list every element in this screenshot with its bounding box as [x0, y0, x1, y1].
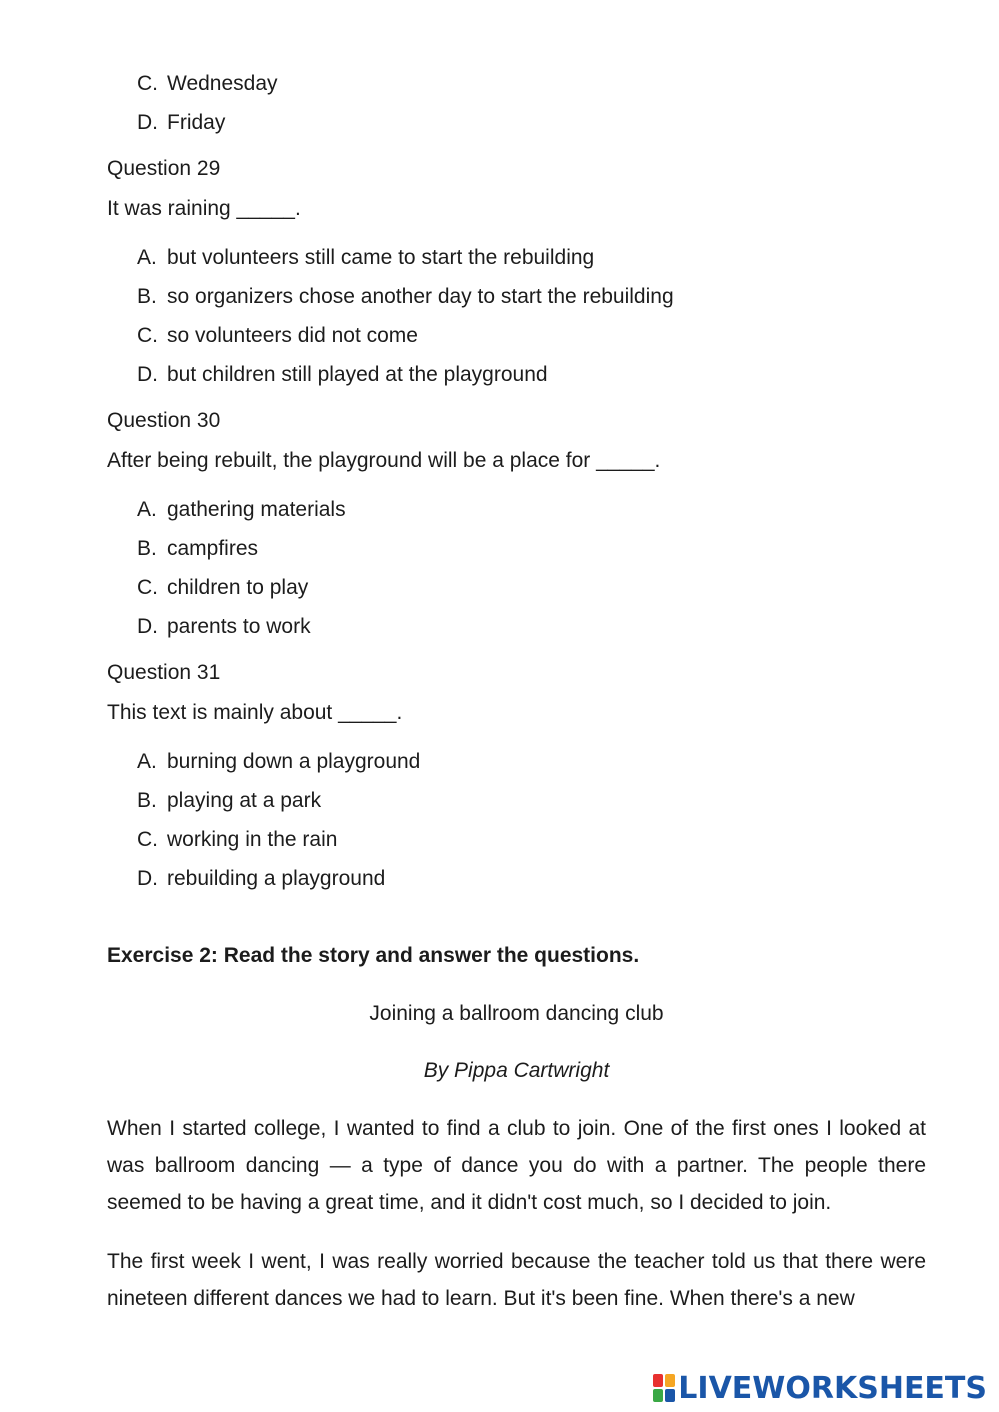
q29-option-d[interactable]: D. but children still played at the playground [137, 363, 548, 386]
q31-option-b[interactable]: B. playing at a park [137, 789, 322, 812]
q29-option-c[interactable]: C. so volunteers did not come [137, 324, 418, 347]
q28-option-d[interactable]: D. Friday [137, 111, 226, 134]
q30-option-c[interactable]: C. children to play [137, 576, 309, 599]
story-byline: By Pippa Cartwright [423, 1059, 610, 1082]
question-29-title: Question 29 [107, 157, 221, 180]
question-29-prompt: It was raining _____. [107, 197, 301, 220]
q30-option-b[interactable]: B. campfires [137, 537, 259, 560]
q29-option-a[interactable]: A. but volunteers still came to start the rebuilding [137, 246, 595, 269]
logo-square-red [653, 1374, 663, 1387]
q28-option-c[interactable]: C. Wednesday [137, 72, 278, 95]
q31-option-d[interactable]: D. rebuilding a playground [137, 867, 386, 890]
logo-text: LIVEWORKSHEETS [678, 1370, 987, 1406]
q30-option-a[interactable]: A. gathering materials [137, 498, 346, 521]
logo-square-blue [665, 1389, 675, 1402]
logo-square-orange [665, 1374, 675, 1387]
question-31-prompt: This text is mainly about _____. [107, 701, 403, 724]
logo-square-green [653, 1389, 663, 1402]
liveworksheets-logo[interactable] [653, 1371, 987, 1405]
exercise-2-heading: Exercise 2: Read the story and answer the questions. [107, 944, 640, 967]
q30-option-d[interactable]: D. parents to work [137, 615, 311, 638]
question-31-title: Question 31 [107, 661, 221, 684]
story-paragraph-2: The first week I went, I was really worried because the teacher told us that there were nineteen different dances we had to learn. But it's been fine. When there's a new [107, 1250, 926, 1310]
q31-option-a[interactable]: A. burning down a playground [137, 750, 421, 773]
liveworksheets-logo-icon [653, 1374, 675, 1402]
story-title: Joining a ballroom dancing club [369, 1002, 664, 1025]
question-30-title: Question 30 [107, 409, 221, 432]
story-paragraph-1: When I started college, I wanted to find a club to join. One of the first ones I looked at was ballroom dancing — a type of dance you do with a partner. The people there seemed to be having a great time, and it didn't cost much, so I decided to join. [107, 1117, 926, 1214]
q29-option-b[interactable]: B. so organizers chose another day to start the rebuilding [137, 285, 674, 308]
q31-option-c[interactable]: C. working in the rain [137, 828, 338, 851]
question-30-prompt: After being rebuilt, the playground will be a place for _____. [107, 449, 661, 472]
